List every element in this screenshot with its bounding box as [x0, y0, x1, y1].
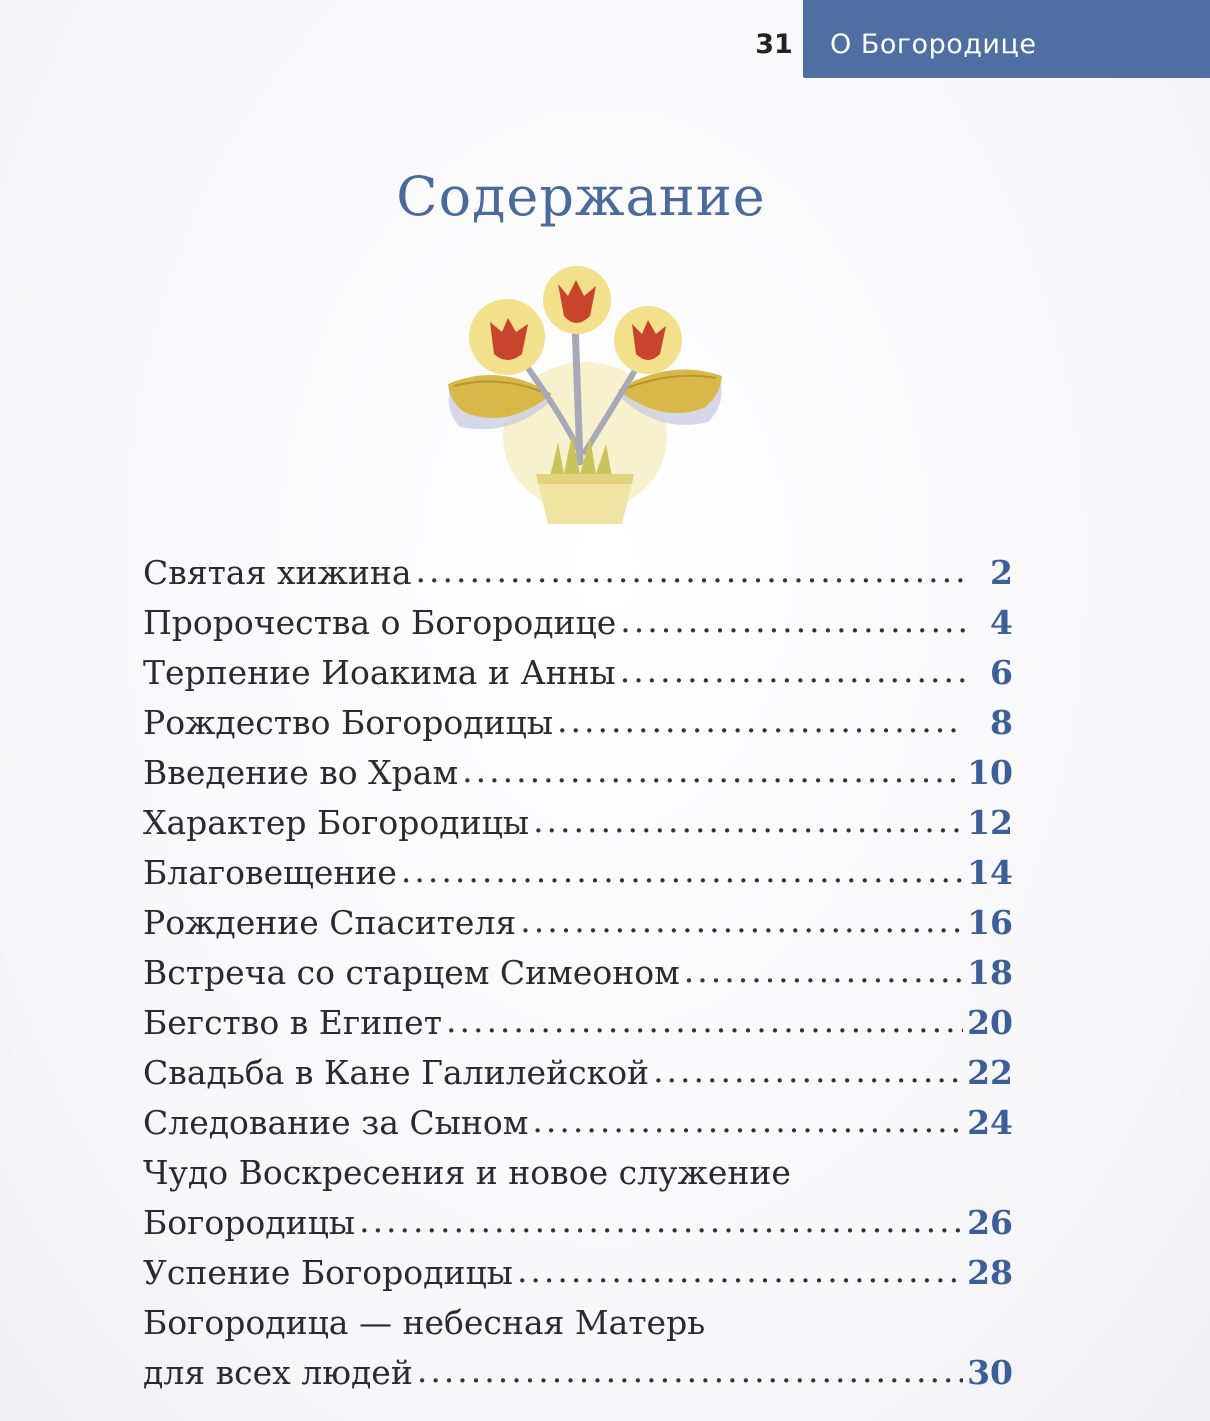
toc-entry-first-line[interactable]: Богородица — небесная Матерь [143, 1303, 706, 1342]
toc-entry-title: Свадьба в Кане Галилейской [143, 1053, 650, 1092]
toc-entry[interactable] [143, 1098, 1013, 1148]
toc-entry-title: Богородицы [143, 1203, 356, 1242]
toc-entry-page: 16 [967, 903, 1013, 942]
toc-entry-page: 18 [967, 953, 1013, 992]
toc-entry-page: 14 [967, 853, 1013, 892]
toc-entry-page: 26 [967, 1203, 1013, 1242]
toc-entry[interactable] [143, 748, 1013, 798]
toc-entry-page: 12 [967, 803, 1013, 842]
toc-entry[interactable] [143, 948, 1013, 998]
dot-leader [557, 696, 965, 746]
toc-entry[interactable] [143, 898, 1013, 948]
dot-leader [401, 846, 963, 896]
toc-entry[interactable] [143, 598, 1013, 648]
toc-entry-title: Следование за Сыном [143, 1103, 529, 1142]
toc-entry-title: Пророчества о Богородице [143, 603, 617, 642]
toc-entry[interactable] [143, 548, 1013, 598]
toc-entry-title: Рождество Богородицы [143, 703, 554, 742]
toc-entry-page: 28 [967, 1253, 1013, 1292]
toc-entry-title: Введение во Храм [143, 753, 459, 792]
toc-entry-title: Бегство в Египет [143, 1003, 442, 1042]
toc-entry-page: 10 [967, 753, 1013, 792]
toc-entry-page: 22 [967, 1053, 1013, 1092]
section-title: О Богородице [830, 28, 1037, 60]
toc-entry-title: Святая хижина [143, 553, 412, 592]
dot-leader [517, 1246, 963, 1296]
dot-leader [446, 996, 963, 1046]
toc-entry-page: 24 [967, 1103, 1013, 1142]
toc-entry[interactable] [143, 998, 1013, 1048]
toc-entry[interactable] [143, 798, 1013, 848]
flower-ornament-icon [440, 262, 730, 530]
toc-entry-title: Благовещение [143, 853, 397, 892]
toc-entry-title: Успение Богородицы [143, 1253, 513, 1292]
section-tab [803, 0, 1210, 78]
toc-entry-title: для всех людей [143, 1353, 413, 1392]
dot-leader [416, 546, 965, 596]
toc-entry-page: 6 [990, 653, 1013, 692]
dot-leader [653, 1046, 963, 1096]
toc-entry[interactable] [143, 1248, 1013, 1298]
toc-entry[interactable] [143, 1348, 1013, 1398]
page-title: Содержание [396, 165, 766, 228]
dot-leader [520, 896, 963, 946]
dot-leader [620, 646, 965, 696]
toc-entry-title: Рождение Спасителя [143, 903, 517, 942]
page-header [745, 0, 1210, 78]
toc-entry[interactable] [143, 648, 1013, 698]
dot-leader [417, 1346, 963, 1396]
toc-entry-page: 4 [990, 603, 1013, 642]
toc-entry-first-line[interactable]: Чудо Воскресения и новое служение [143, 1153, 791, 1192]
toc-entry-title: Встреча со старцем Симеоном [143, 953, 680, 992]
toc-entry-page: 20 [967, 1003, 1013, 1042]
toc-entry[interactable] [143, 1048, 1013, 1098]
toc-entry-title: Терпение Иоакима и Анны [143, 653, 616, 692]
dot-leader [532, 1096, 963, 1146]
dot-leader [359, 1196, 963, 1246]
table-of-contents [143, 548, 1013, 1398]
toc-entry[interactable] [143, 1198, 1013, 1248]
toc-entry-page: 8 [990, 703, 1013, 742]
toc-entry-page: 2 [990, 553, 1013, 592]
dot-leader [462, 746, 963, 796]
toc-entry-title: Характер Богородицы [143, 803, 530, 842]
dot-leader [684, 946, 963, 996]
toc-entry[interactable] [143, 698, 1013, 748]
dot-leader [533, 796, 963, 846]
dot-leader [620, 596, 965, 646]
toc-entry-page: 30 [967, 1353, 1013, 1392]
toc-entry[interactable] [143, 848, 1013, 898]
page-number: 31 [755, 28, 793, 60]
